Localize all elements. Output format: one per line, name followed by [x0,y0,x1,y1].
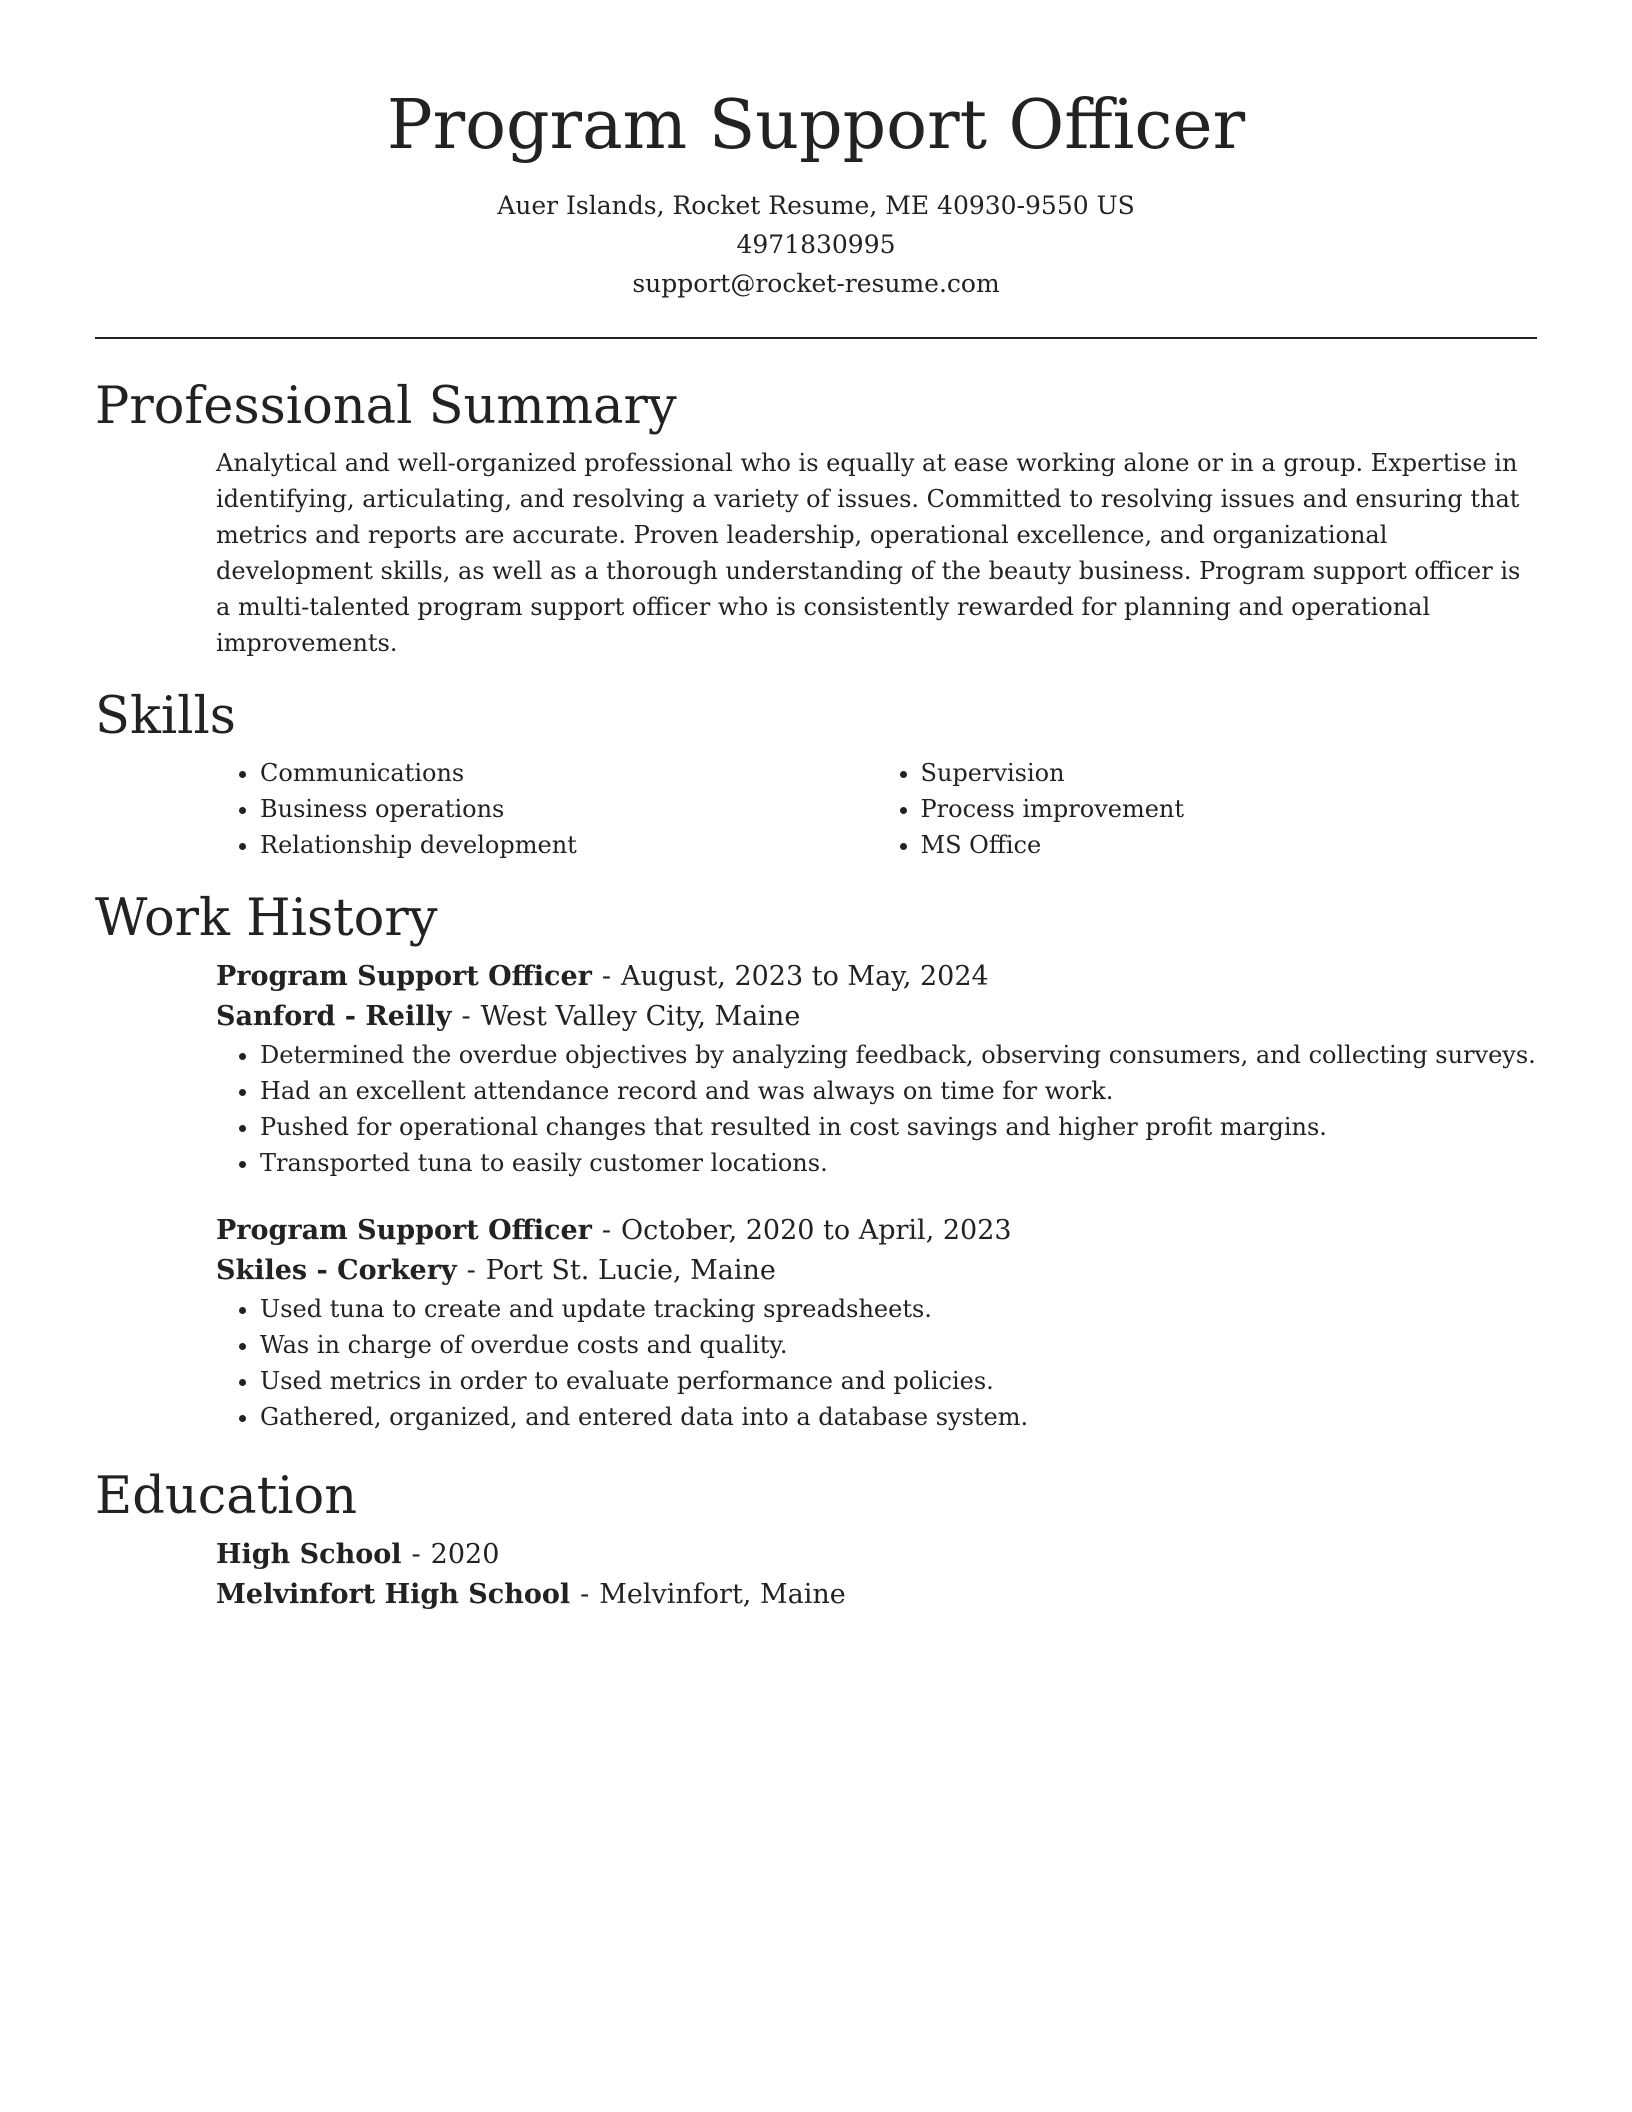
separator: - [580,1579,590,1610]
education-section [95,1465,1537,1615]
work-history-title: Work History [95,889,438,948]
job-bullet: • Pushed for operational changes that resulted in cost savings and higher profit margins. [260,1109,1537,1145]
skills-grid [216,755,1537,863]
skills-column-right [877,755,1538,863]
job-company-line [216,1251,1537,1291]
job-entry [216,1211,1537,1435]
job-position: Program Support Officer [216,1215,592,1246]
summary-body [95,445,1537,661]
skill-item: • Process improvement [921,791,1538,827]
skill-item: • MS Office [921,827,1538,863]
job-company-line [216,997,1537,1037]
job-location: West Valley City, Maine [480,1001,801,1032]
skills-column-left [216,755,877,863]
job-dates: August, 2023 to May, 2024 [621,961,989,992]
summary-text: Analytical and well-organized professional who is equally at ease working alone or in a group. Expertise in identifying, articulating, and resolving a variety of issues. Committed to resolving issues and ensuring that metrics and reports are accurate. Proven leadership, operational excellence, and organizational development skills, as well as a thorough understanding of the beauty business. Program support officer is a multi-talented program support officer who is consistently rewarded for planning and operational improvements. [216,449,1521,657]
job-bullets [216,1037,1537,1181]
contact-address: Auer Islands, Rocket Resume, ME 40930-9550 US [497,191,1135,220]
job-title-line [216,1211,1537,1251]
separator: - [461,1001,471,1032]
separator: - [466,1255,476,1286]
work-history-body [95,957,1537,1435]
summary-section [95,375,1537,661]
skills-section [95,685,1537,863]
education-school: Melvinfort High School [216,1579,571,1610]
education-degree-line [216,1535,1537,1575]
job-bullet: • Gathered, organized, and entered data into a database system. [260,1399,1537,1435]
education-year: 2020 [430,1539,500,1570]
contact-email: support@rocket-resume.com [632,269,1000,298]
job-position: Program Support Officer [216,961,592,992]
skill-item: • Relationship development [260,827,877,863]
job-company: Sanford - Reilly [216,1001,452,1032]
job-bullet: • Had an excellent attendance record and was always on time for work. [260,1073,1537,1109]
separator: - [601,961,612,992]
education-title: Education [95,1467,358,1526]
skill-item: • Business operations [260,791,877,827]
resume-header [95,0,1537,303]
job-bullets [216,1291,1537,1435]
job-location: Port St. Lucie, Maine [485,1255,776,1286]
contact-phone: 4971830995 [736,230,896,259]
education-degree: High School [216,1539,402,1570]
job-bullet: • Determined the overdue objectives by analyzing feedback, observing consumers, and collecting surveys. [260,1037,1537,1073]
job-title-line [216,957,1537,997]
skills-body [95,755,1537,863]
job-dates: October, 2020 to April, 2023 [621,1215,1012,1246]
job-bullet: • Was in charge of overdue costs and quality. [260,1327,1537,1363]
header-divider [95,337,1537,339]
job-entry [216,957,1537,1181]
skill-item: • Supervision [921,755,1538,791]
job-bullet: • Used metrics in order to evaluate performance and policies. [260,1363,1537,1399]
education-body [95,1535,1537,1615]
education-school-line [216,1575,1537,1615]
education-location: Melvinfort, Maine [599,1579,846,1610]
skill-item: • Communications [260,755,877,791]
summary-title: Professional Summary [95,377,677,436]
candidate-name: Program Support Officer [386,86,1246,165]
job-bullet: • Used tuna to create and update tracking spreadsheets. [260,1291,1537,1327]
separator: - [411,1539,421,1570]
job-company: Skiles - Corkery [216,1255,457,1286]
job-bullet: • Transported tuna to easily customer locations. [260,1145,1537,1181]
separator: - [601,1215,612,1246]
work-history-section [95,887,1537,1435]
skills-title: Skills [95,687,236,746]
